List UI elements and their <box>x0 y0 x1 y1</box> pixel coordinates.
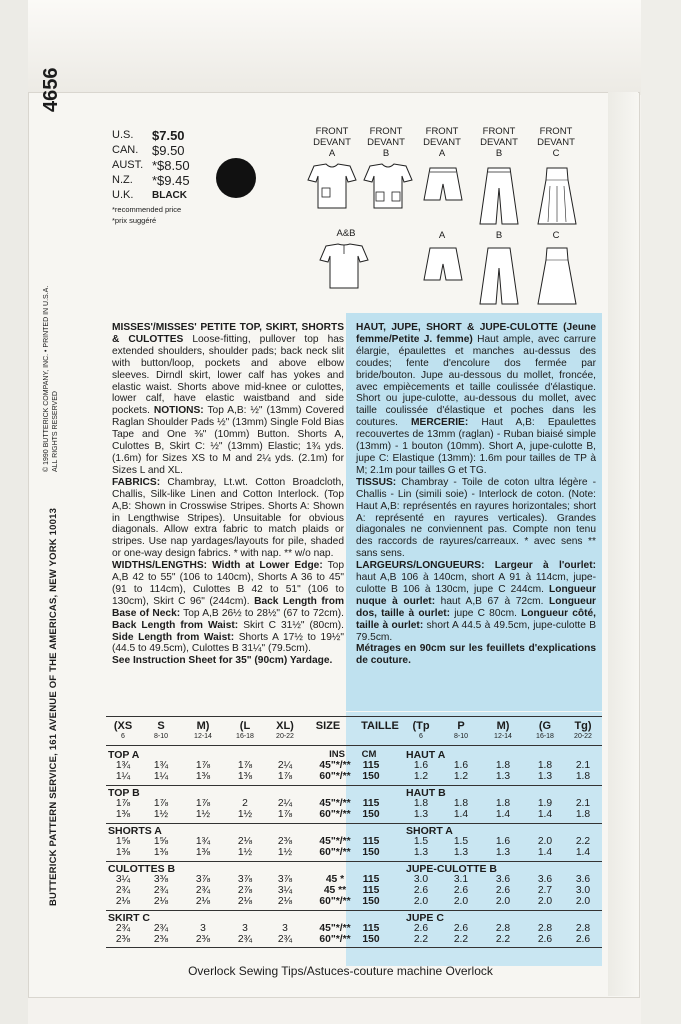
fr-metrage-cell: 1.4 <box>495 809 511 820</box>
copyright-notice <box>42 286 60 472</box>
price-row <box>112 128 190 143</box>
culottes-b-front-drawing <box>478 166 520 228</box>
fr-metrage-cell: 3.1 <box>453 874 469 885</box>
price-row <box>112 158 190 173</box>
fr-metrage-cell: 3.6 <box>537 874 553 885</box>
waist-back-label: Back Length from Waist: <box>112 619 239 631</box>
fabric-width-cm: 115 <box>362 885 380 896</box>
fr-metrage-cell: 1.8 <box>537 760 553 771</box>
fr-metrage-cell: 1.8 <box>495 760 511 771</box>
section-title-en: SKIRT C <box>108 912 150 924</box>
culottes-back-drawing <box>478 246 520 308</box>
us-yardage-cell: 2⅜ <box>115 934 131 945</box>
us-yardage-cell: 1¼ <box>115 771 131 782</box>
fr-metrage-cell: 2.0 <box>575 896 591 907</box>
fr-metrage-cell: 2.8 <box>537 923 553 934</box>
mercerie-text: Haut A,B: Epaulettes recouvertes de 13mm (raglan) - Ruban biaisé simple (13mm) - 1 bouton (10mm). Short A, jupe-culotte B, jupe C: Elastique (13mm): 1.6m pour tailles de TP à M; 2.1m pour tailles G et TG. <box>356 417 596 476</box>
fabric-width-in: 60"*/** <box>319 934 351 945</box>
us-yardage-cell: 1½ <box>195 809 211 820</box>
price-country: CAN. <box>112 144 139 156</box>
fabric-width-cm: 150 <box>362 771 380 782</box>
fr-metrage-cell: 1.5 <box>413 836 429 847</box>
fr-metrage-cell: 2.6 <box>453 923 469 934</box>
section-title-en: TOP B <box>108 787 140 799</box>
fr-metrage-cell: 2.0 <box>453 896 469 907</box>
shorts-a-front-drawing <box>422 166 464 206</box>
us-yardage-cell: 2⅛ <box>277 896 293 907</box>
fabric-width-cm: 115 <box>362 874 380 885</box>
fabric-width-in: 45"*/** <box>319 836 351 847</box>
fr-metrage-cell: 2.1 <box>575 798 591 809</box>
view-label-line: C <box>552 148 560 159</box>
instruction-note: See Instruction Sheet for 35" (90cm) Yardage. <box>112 655 333 667</box>
taille-label: TAILLE <box>361 720 399 732</box>
us-size: S <box>157 720 165 732</box>
view-label-front-b-culottes <box>471 126 527 159</box>
side-length-text: Shorts A 17½ to 19½" (44.5 to 49.5cm), Culottes B 31¼" (79.5cm). <box>112 631 344 655</box>
dos-text: jupe C 80cm. <box>450 607 517 619</box>
fr-metrage-cell: 2.8 <box>575 923 591 934</box>
us-yardage-cell: 3 <box>242 923 248 934</box>
us-yardage-cell: 2⅜ <box>195 934 211 945</box>
table-header-rule <box>106 745 602 746</box>
section-rule <box>106 861 602 862</box>
us-yardage-cell: 2⅛ <box>115 896 131 907</box>
widths-label: WIDTHS/LENGTHS: Width at Lower Edge: <box>112 560 323 572</box>
publisher-address: BUTTERICK PATTERN SERVICE, 161 AVENUE OF THE AMERICAS, NEW YORK 10013 <box>48 507 59 906</box>
back-length-label: Back Length from Base of Neck: <box>112 595 344 619</box>
fr-size: P <box>457 720 465 732</box>
section-title-fr: JUPE-CULOTTE B <box>406 863 498 875</box>
section-title-en: SHORTS A <box>108 825 162 837</box>
us-yardage-cell: 1½ <box>237 847 253 858</box>
us-yardage-cell: 1⅞ <box>153 798 169 809</box>
widths-text: Top A,B 42 to 55" (106 to 140cm), Shorts A 36 to 45" (91 to 114cm), Culottes B 42 to 51" (106 to 130cm), Skirt C 96" (244cm). <box>112 560 344 607</box>
us-yardage-cell: 1⅜ <box>195 771 211 782</box>
fr-metrage-cell: 2.1 <box>575 760 591 771</box>
us-size-number: 16-18 <box>236 733 254 740</box>
cote-label: Longueur côté, taille à ourlet: <box>356 607 596 631</box>
price-country: U.K. <box>112 189 134 201</box>
us-yardage-cell: 2¼ <box>277 798 293 809</box>
fabrics-label: FABRICS: <box>112 476 161 488</box>
fr-metrage-cell: 1.4 <box>575 847 591 858</box>
fabric-width-in: 60"*/** <box>319 771 351 782</box>
fabric-width-cm: 115 <box>362 798 380 809</box>
fr-metrage-cell: 1.4 <box>453 809 469 820</box>
fr-size: M) <box>496 720 510 732</box>
fr-metrage-cell: 2.6 <box>537 934 553 945</box>
fabrics-text: Chambray, Lt.wt. Cotton Broadcloth, Challis, Silk-like Linen and Cotton Interlock. (Top A,B: Shown in Crosswise Stripes. Shorts A: Shown in Lengthwise Stripes). Unsuitable for obvious diagonals. Allow extra fabric to match plaids or stripes. Use nap yardages/layouts for pile, shaded or one-way design fabrics. * with nap. ** w/o nap. <box>112 476 344 560</box>
view-label-line: DEVANT <box>480 137 518 148</box>
fr-metrage-cell: 2.2 <box>495 934 511 945</box>
section-rule <box>106 785 602 786</box>
us-yardage-cell: 2¾ <box>153 923 169 934</box>
us-yardage-cell: 2⅜ <box>153 934 169 945</box>
english-description <box>112 322 344 667</box>
price-country: U.S. <box>112 129 134 141</box>
view-label-line: DEVANT <box>367 137 405 148</box>
size-label: SIZE <box>315 720 341 732</box>
fr-metrage-cell: 1.3 <box>413 809 429 820</box>
us-yardage-cell: 3⅞ <box>237 874 253 885</box>
price-country: N.Z. <box>112 174 133 186</box>
us-yardage-cell: 3⅞ <box>195 874 211 885</box>
fr-size: Tg) <box>574 720 592 732</box>
notions-text: Top A,B: ½" (13mm) Covered Raglan Shoulder Pads ½" (13mm) Single Fold Bias Tape and One ⅜" (10mm) Button. Shorts A, Culottes B, Skirt C: ½" (13mm) Elastic; 1¾ yds. (1.6m) for Sizes XS to M and 2¼ yds. (2.1m) for Sizes L and XL. <box>112 405 344 476</box>
us-yardage-cell: 3 <box>282 923 288 934</box>
us-yardage-cell: 2⅛ <box>237 836 253 847</box>
shorts-back-drawing <box>422 246 464 286</box>
view-label-line: DEVANT <box>313 137 351 148</box>
us-yardage-cell: 3¼ <box>277 885 293 896</box>
view-label-line: FRONT <box>315 126 349 137</box>
us-yardage-cell: 1⅝ <box>115 836 131 847</box>
fabric-width-cm: 115 <box>362 760 380 771</box>
fabric-width-cm: 150 <box>362 847 380 858</box>
fr-metrage-cell: 1.4 <box>537 809 553 820</box>
view-label-line: FRONT <box>539 126 573 137</box>
fr-metrage-cell: 1.6 <box>413 760 429 771</box>
price-note: *recommended price <box>112 205 182 214</box>
fr-metrage-cell: 2.0 <box>413 896 429 907</box>
fr-size-number: 8-10 <box>453 733 468 740</box>
french-title: HAUT, JUPE, SHORT & JUPE-CULOTTE (Jeune femme/Petite J. femme) <box>356 322 596 345</box>
us-yardage-cell: 3 <box>200 923 206 934</box>
view-label-line: DEVANT <box>537 137 575 148</box>
view-label-front-a-shorts <box>414 126 470 159</box>
fr-metrage-cell: 2.2 <box>575 836 591 847</box>
us-yardage-cell: 1⅞ <box>195 798 211 809</box>
english-title: MISSES'/MISSES' PETITE TOP, SKIRT, SHORTS & CULOTTES <box>112 322 344 345</box>
us-yardage-cell: 2¾ <box>153 885 169 896</box>
section-title-fr: HAUT B <box>406 787 446 799</box>
us-yardage-cell: 1⅝ <box>153 836 169 847</box>
fabric-width-in: 45"*/** <box>319 798 351 809</box>
view-label-line: A <box>328 148 336 159</box>
us-yardage-cell: 2¾ <box>115 923 131 934</box>
back-length-text: Top A,B 26½ to 28½" (67 to 72cm). <box>180 607 344 619</box>
french-body: Haut ample, avec carrure élargie, épaulettes et manches au-dessus des coudes; fente d'encolure dos fermée par bride/bouton. Jupe au-dessous du mollet, froncée, avec empiècements et taille coulissée d'élastique. Short ou jupe-culotte, au-dessous du mollet, avec taille coulissée d'élastique et poches dans les coutures. <box>356 333 596 429</box>
view-label-line: B <box>495 148 503 159</box>
french-description <box>356 322 596 667</box>
top-a-front-drawing <box>306 162 358 212</box>
fr-metrage-cell: 1.6 <box>453 760 469 771</box>
fabric-width-in: 45 ** <box>323 885 347 896</box>
fr-size-number: 6 <box>419 733 423 740</box>
us-yardage-cell: 2⅞ <box>237 885 253 896</box>
price-value: $9.50 <box>152 143 185 158</box>
fr-metrage-cell: 1.2 <box>453 771 469 782</box>
fr-metrage-cell: 1.8 <box>453 798 469 809</box>
section-title-fr: SHORT A <box>406 825 453 837</box>
fabric-width-cm: 115 <box>362 923 380 934</box>
us-size-number: 8-10 <box>153 733 168 740</box>
view-label-front-a <box>304 126 360 159</box>
price-value: BLACK <box>152 190 187 201</box>
fr-size: (Tp <box>412 720 430 732</box>
us-yardage-cell: 3⅜ <box>153 874 169 885</box>
envelope-left-edge <box>0 0 28 1024</box>
us-yardage-cell: 2 <box>242 798 248 809</box>
fr-metrage-cell: 1.4 <box>537 847 553 858</box>
fr-metrage-cell: 1.3 <box>413 847 429 858</box>
us-yardage-cell: 1½ <box>153 809 169 820</box>
mercerie-label: MERCERIE: <box>411 417 469 429</box>
overlock-tips-footer: Overlock Sewing Tips/Astuces-couture machine Overlock <box>188 964 493 978</box>
view-label-line: DEVANT <box>423 137 461 148</box>
us-yardage-cell: 1¾ <box>153 760 169 771</box>
english-body: Loose-fitting, pullover top has extended shoulders, shoulder pads; back neck slit with button/loop, pockets and above elbow sleeves. Dirndl skirt, lower calf has yokes and elastic waist. Shorts above mid-knee or culottes, lower calf, have elastic waistband and side pockets. <box>112 333 344 417</box>
largeurs-text: haut A,B 106 à 140cm, short A 91 à 114cm, jupe-culotte B 106 à 130cm, jupe C 244cm. <box>356 572 596 595</box>
units-ins: INS <box>329 749 345 760</box>
us-size: (XS <box>113 720 133 732</box>
fr-metrage-cell: 1.9 <box>537 798 553 809</box>
section-title-en: CULOTTES B <box>108 863 176 875</box>
us-yardage-cell: 2⅛ <box>237 896 253 907</box>
view-label-back-c: C <box>552 230 560 241</box>
us-size: (L <box>239 720 251 732</box>
us-yardage-cell: 1½ <box>277 847 293 858</box>
us-yardage-cell: 1⅞ <box>277 771 293 782</box>
fr-metrage-cell: 1.3 <box>495 771 511 782</box>
fr-metrage-cell: 3.6 <box>575 874 591 885</box>
notions-label: NOTIONS: <box>153 405 204 417</box>
us-yardage-cell: 1⅞ <box>195 760 211 771</box>
view-label-back-a-b: A&B <box>336 228 356 239</box>
us-yardage-cell: 3⅞ <box>277 874 293 885</box>
envelope-flap <box>0 0 681 95</box>
top-b-front-drawing <box>362 162 414 212</box>
fabric-width-cm: 150 <box>362 934 380 945</box>
price-value: $7.50 <box>152 128 185 143</box>
price-row <box>112 173 190 188</box>
fr-metrage-cell: 1.8 <box>575 771 591 782</box>
fr-metrage-cell: 3.6 <box>495 874 511 885</box>
units-cm: CM <box>361 749 377 760</box>
fr-metrage-cell: 1.3 <box>453 847 469 858</box>
us-size-number: 6 <box>121 733 125 740</box>
fr-metrage-cell: 2.6 <box>575 934 591 945</box>
fabric-width-in: 60"*/** <box>319 896 351 907</box>
us-yardage-cell: 2⅜ <box>277 836 293 847</box>
section-rule <box>106 823 602 824</box>
rights-line: ALL RIGHTS RESERVED <box>52 391 59 472</box>
view-label-line: B <box>382 148 390 159</box>
fr-size: (G <box>538 720 552 732</box>
fold-shadow <box>608 92 638 996</box>
nuque-label: Longueur nuque à ourlet: <box>356 583 596 607</box>
fr-metrage-cell: 2.6 <box>413 885 429 896</box>
price-value: *$9.45 <box>152 173 190 188</box>
us-yardage-cell: 2¾ <box>277 934 293 945</box>
fr-metrage-cell: 3.0 <box>413 874 429 885</box>
fr-metrage-cell: 3.0 <box>575 885 591 896</box>
us-yardage-cell: 1¾ <box>115 760 131 771</box>
fr-metrage-cell: 2.0 <box>537 836 553 847</box>
table-top-rule <box>106 716 602 717</box>
copyright-line: © 1990 BUTTERICK COMPANY, INC. • PRINTED IN U.S.A. <box>43 285 50 472</box>
fr-metrage-cell: 1.8 <box>413 798 429 809</box>
fabric-width-in: 60"*/** <box>319 847 351 858</box>
price-list <box>112 128 190 225</box>
view-label-front-b <box>358 126 414 159</box>
fabric-width-in: 45"*/** <box>319 923 351 934</box>
view-label-line: FRONT <box>482 126 516 137</box>
fr-metrage-cell: 2.2 <box>413 934 429 945</box>
us-yardage-cell: 1⅜ <box>115 847 131 858</box>
price-value: *$8.50 <box>152 158 190 173</box>
us-size: XL) <box>276 720 294 732</box>
us-yardage-cell: 1⅞ <box>237 760 253 771</box>
fabric-width-cm: 150 <box>362 896 380 907</box>
envelope-right-edge <box>641 0 681 1024</box>
us-yardage-cell: 2¾ <box>115 885 131 896</box>
metrages-note: Métrages en 90cm sur les feuillets d'explications de couture. <box>356 643 596 667</box>
fr-metrage-cell: 2.7 <box>537 885 553 896</box>
fr-metrage-cell: 2.0 <box>495 896 511 907</box>
us-yardage-cell: 2¾ <box>195 885 211 896</box>
price-note: *prix suggéré <box>112 216 157 225</box>
price-row <box>112 143 190 158</box>
fr-metrage-cell: 2.2 <box>453 934 469 945</box>
skirt-c-front-drawing <box>536 166 578 228</box>
us-yardage-cell: 2¾ <box>237 934 253 945</box>
waist-back-text: Skirt C 31½" (80cm). <box>238 619 344 631</box>
section-title-fr: JUPE C <box>406 912 444 924</box>
us-size-number: 12-14 <box>194 733 212 740</box>
fr-metrage-cell: 2.6 <box>495 885 511 896</box>
fr-metrage-cell: 1.5 <box>453 836 469 847</box>
us-yardage-cell: 2⅛ <box>153 896 169 907</box>
view-label-line: FRONT <box>369 126 403 137</box>
fr-metrage-cell: 1.8 <box>495 798 511 809</box>
nuque-text: haut A,B 67 à 72cm. <box>435 595 544 607</box>
us-size-number: 20-22 <box>276 733 294 740</box>
fr-metrage-cell: 1.8 <box>575 809 591 820</box>
view-label-back-a: A <box>438 230 446 241</box>
view-label-back-b: B <box>495 230 503 241</box>
view-label-line: FRONT <box>425 126 459 137</box>
fabric-width-cm: 115 <box>362 836 380 847</box>
fabric-width-cm: 150 <box>362 809 380 820</box>
fabric-width-in: 45 * <box>325 874 345 885</box>
fr-metrage-cell: 2.8 <box>495 923 511 934</box>
fr-metrage-cell: 2.6 <box>413 923 429 934</box>
table-bottom-rule <box>106 947 602 948</box>
us-yardage-cell: 1⅜ <box>195 847 211 858</box>
price-country: AUST. <box>112 159 144 171</box>
section-title-en: TOP A <box>108 749 140 761</box>
fr-size-number: 20-22 <box>574 733 592 740</box>
us-yardage-cell: 1¼ <box>153 771 169 782</box>
us-yardage-cell: 1⅞ <box>115 798 131 809</box>
tissus-text: Chambray - Toile de coton ultra légère - Challis - Lin (simili soie) - Interlock de coton. (Note: Haut A,B: représentés en rayures horizontales; short A: représenté en rayures verticales). Grandes diagonales ne conviennent pas. Compte non tenu des raccords de rayures/carreaux. * avec sens ** sans sens. <box>356 476 596 560</box>
us-yardage-cell: 1¾ <box>195 836 211 847</box>
tissus-label: TISSUS: <box>356 476 397 488</box>
skirt-back-drawing <box>536 246 578 308</box>
largeurs-label: LARGEURS/LONGUEURS: Largeur à l'ourlet: <box>356 560 596 572</box>
fr-size-number: 12-14 <box>494 733 512 740</box>
fr-metrage-cell: 2.0 <box>537 896 553 907</box>
pattern-number: 4656 <box>40 67 62 112</box>
fr-metrage-cell: 1.3 <box>537 771 553 782</box>
fabric-width-in: 60"*/** <box>319 809 351 820</box>
color-code-dot <box>216 158 256 198</box>
fabric-width-in: 45"*/** <box>319 760 351 771</box>
view-label-line: A <box>438 148 446 159</box>
price-row <box>112 188 190 203</box>
fr-size-number: 16-18 <box>536 733 554 740</box>
us-yardage-cell: 2¼ <box>277 760 293 771</box>
dos-label: Longueur dos, taille à ourlet: <box>356 595 597 619</box>
us-yardage-cell: 1⅜ <box>237 771 253 782</box>
us-size: M) <box>196 720 210 732</box>
us-yardage-cell: 1⅜ <box>153 847 169 858</box>
us-yardage-cell: 1½ <box>237 809 253 820</box>
side-length-label: Side Length from Waist: <box>112 631 235 643</box>
fr-metrage-cell: 2.6 <box>453 885 469 896</box>
section-title-fr: HAUT A <box>406 749 446 761</box>
fr-metrage-cell: 1.6 <box>495 836 511 847</box>
fr-metrage-cell: 1.2 <box>413 771 429 782</box>
view-label-front-c <box>528 126 584 159</box>
us-yardage-cell: 1⅜ <box>115 809 131 820</box>
us-yardage-cell: 2⅛ <box>195 896 211 907</box>
cote-text: short A 44.5 à 49.5cm, jupe-culotte B 79.5cm. <box>356 619 597 643</box>
us-yardage-cell: 3¼ <box>115 874 131 885</box>
top-back-drawing <box>318 242 370 292</box>
section-rule <box>106 910 602 911</box>
fr-metrage-cell: 1.3 <box>495 847 511 858</box>
us-yardage-cell: 1⅞ <box>277 809 293 820</box>
